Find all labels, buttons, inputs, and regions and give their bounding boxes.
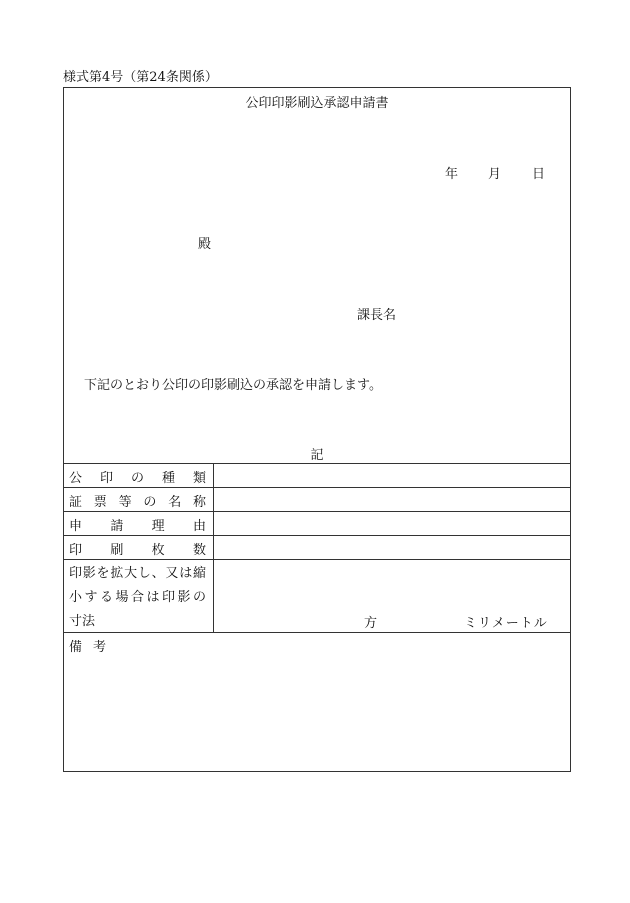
addressee-suffix: 殿 <box>198 237 212 252</box>
reason-input[interactable] <box>216 513 570 535</box>
size-unit-mm: ミリメートル <box>464 616 548 631</box>
request-statement: 下記のとおり公印の印影刷込の承認を申請します。 <box>84 378 382 393</box>
column-divider <box>213 463 214 632</box>
document-name-input[interactable] <box>216 489 570 511</box>
reason-label: 申請理由 <box>69 519 206 534</box>
notes-label: 備考 <box>69 640 118 655</box>
document-name-label: 証票等の名称 <box>69 495 206 510</box>
size-label-line2: 小する場合は印影の <box>69 590 206 605</box>
size-unit-square: 方 <box>364 616 378 631</box>
date-month-label: 月 <box>488 167 502 182</box>
date-year-label: 年 <box>445 167 459 182</box>
row-divider <box>64 559 570 560</box>
size-input[interactable] <box>219 608 343 630</box>
row-divider <box>64 511 570 512</box>
print-count-label: 印刷枚数 <box>69 543 206 558</box>
size-label <box>69 562 206 634</box>
seal-type-input[interactable] <box>216 465 570 487</box>
form-title: 公印印影刷込承認申請書 <box>245 96 389 111</box>
size-label-line1: 印影を拡大し、又は縮 <box>69 566 206 581</box>
application-form <box>63 87 571 772</box>
applicant-label: 課長名 <box>357 308 397 323</box>
form-number: 様式第4号（第24条関係） <box>63 70 218 85</box>
row-divider <box>64 487 570 488</box>
size-label-line3: 寸法 <box>69 614 96 629</box>
row-divider <box>64 535 570 536</box>
seal-type-label: 公印の種類 <box>69 471 206 486</box>
ki-heading: 記 <box>310 448 324 463</box>
notes-input[interactable] <box>69 658 567 770</box>
print-count-input[interactable] <box>216 537 570 559</box>
date-day-label: 日 <box>532 167 546 182</box>
row-divider <box>64 463 570 464</box>
